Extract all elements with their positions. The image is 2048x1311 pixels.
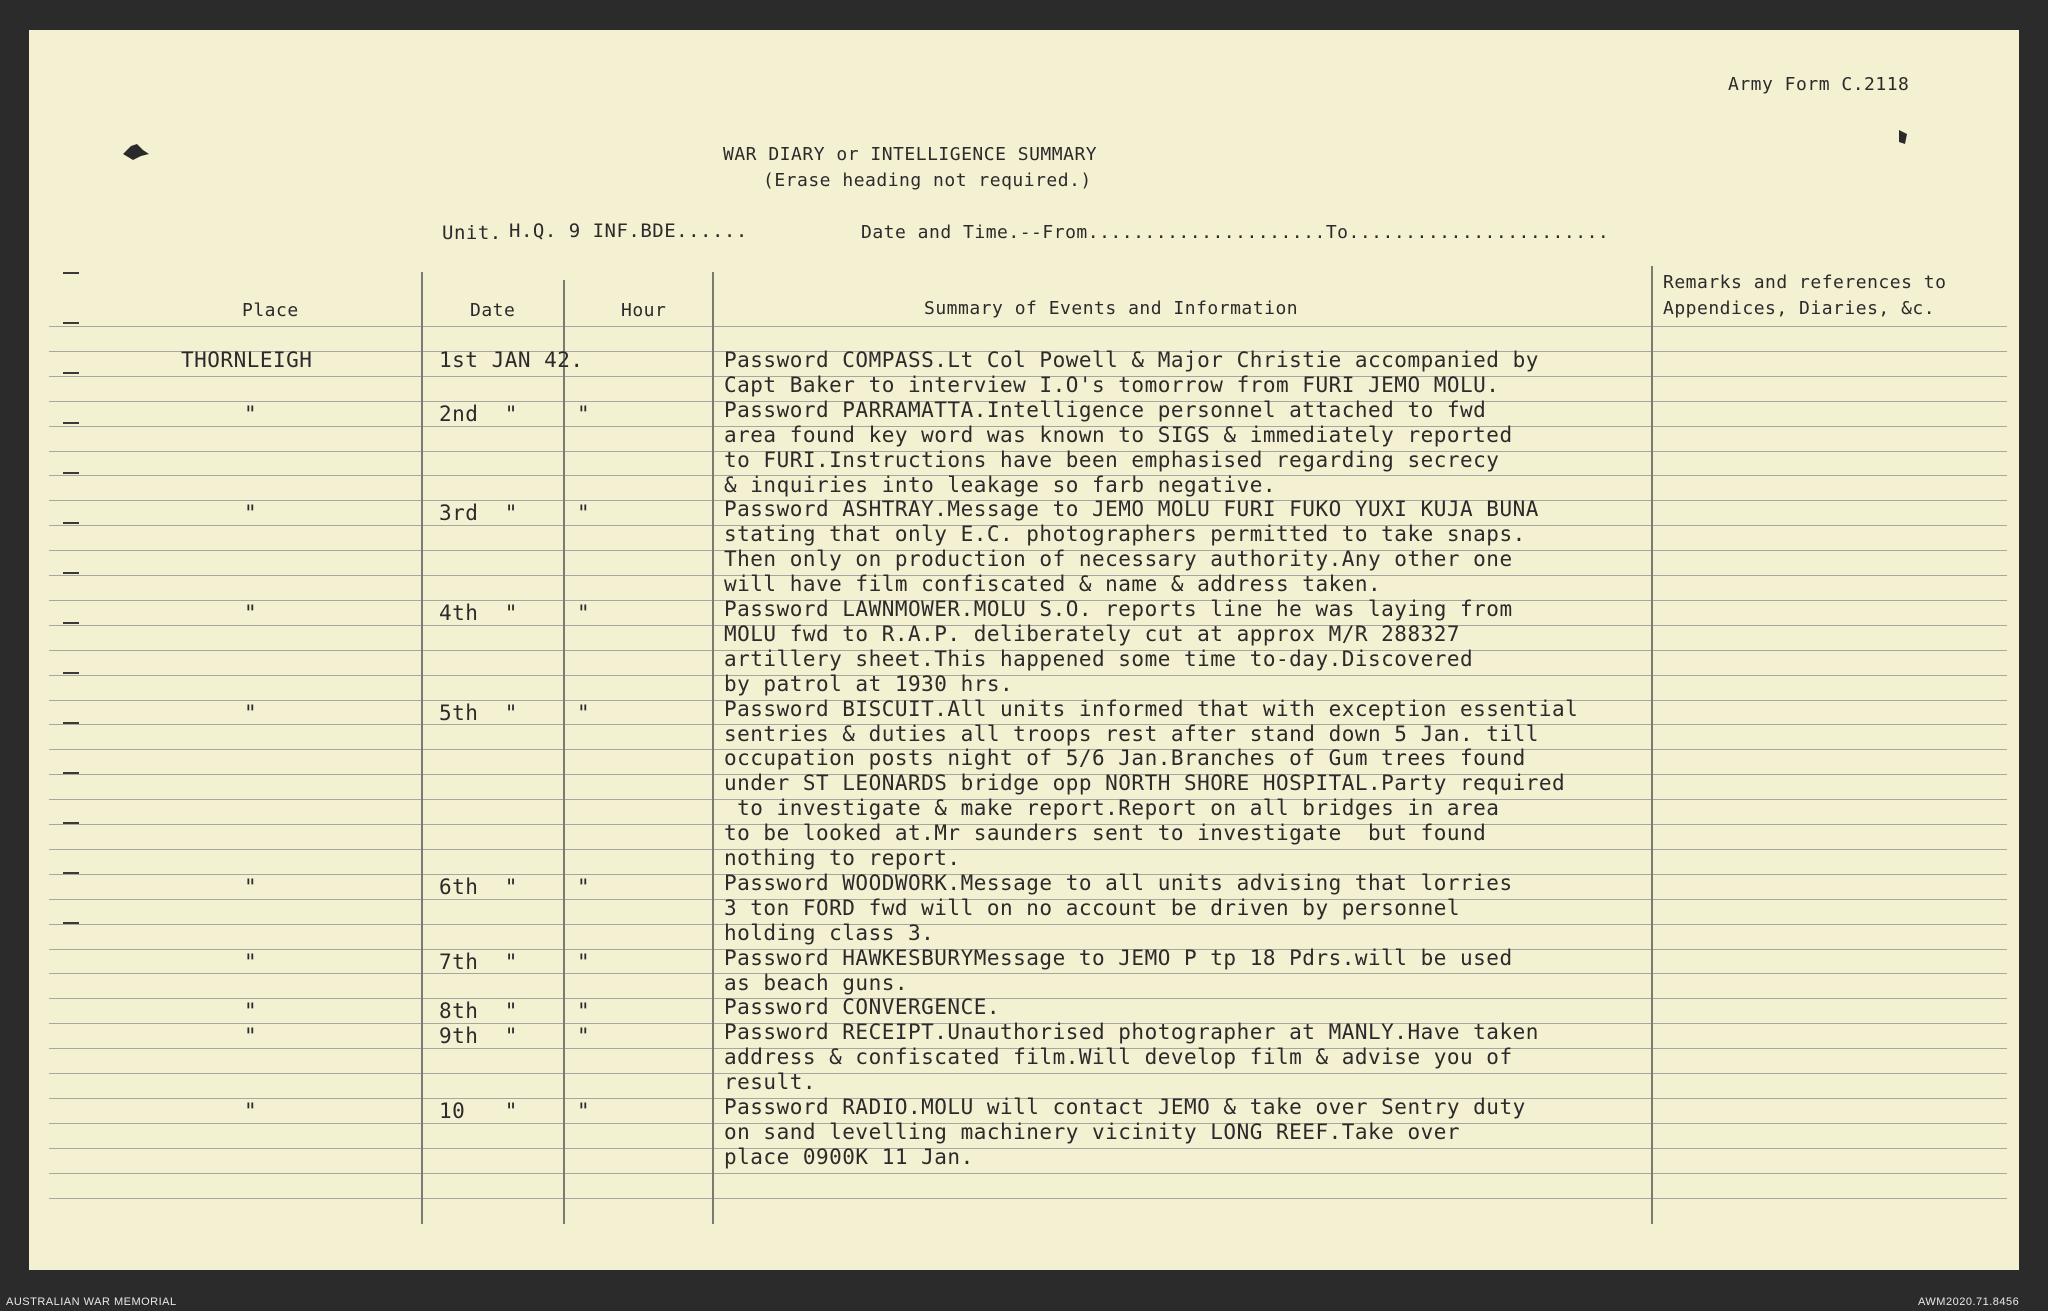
summary-line: Password RECEIPT.Unauthorised photographer at MANLY.Have taken xyxy=(724,1020,1539,1045)
summary-line: Password LAWNMOWER.MOLU S.O. reports line he was laying from xyxy=(724,597,1513,621)
summary-line: & inquiries into leakage so farb negative. xyxy=(724,472,1277,497)
footer-left: AUSTRALIAN WAR MEMORIAL xyxy=(6,1296,177,1308)
column-divider-summary-remarks xyxy=(1651,266,1653,1224)
summary-line: to FURI.Instructions have been emphasised regarding secrecy xyxy=(724,447,1500,472)
summary-line: Password WOODWORK.Message to all units advising that lorries xyxy=(724,870,1513,895)
diary-sheet xyxy=(29,30,2019,1270)
margin-tick xyxy=(63,572,79,574)
summary-line: MOLU fwd to R.A.P. deliberately cut at approx M/R 288327 xyxy=(724,621,1461,646)
entry-date: 3rd " xyxy=(439,501,518,526)
summary-line: Password PARRAMATTA.Intelligence personnel attached to fwd xyxy=(724,397,1487,422)
summary-line: Then only on production of necessary authority.Any other one xyxy=(724,547,1513,572)
entry-hour: " xyxy=(577,601,591,625)
margin-tick xyxy=(63,472,79,474)
summary-line: occupation posts night of 5/6 Jan.Branches of Gum trees found xyxy=(724,746,1526,771)
entry-hour: " xyxy=(577,949,591,974)
ruled-line xyxy=(49,1198,2007,1199)
entry-hour: " xyxy=(577,999,591,1024)
ruled-line xyxy=(49,1173,2007,1174)
column-divider-hour-summary xyxy=(712,272,714,1224)
summary-line: holding class 3. xyxy=(724,920,935,945)
ruled-line xyxy=(49,1148,2007,1149)
ruled-line xyxy=(49,998,2007,999)
summary-line: nothing to report. xyxy=(724,846,961,870)
entry-place: " xyxy=(244,999,258,1024)
column-header-remarks-line1: Remarks and references to xyxy=(1663,272,1947,293)
entry-place: " xyxy=(244,1024,258,1049)
summary-line: as beach guns. xyxy=(724,970,909,995)
entry-hour: " xyxy=(577,401,591,426)
margin-tick xyxy=(63,322,79,324)
entry-date: 1st JAN 42. xyxy=(439,348,584,372)
entry-date: 9th " xyxy=(439,1024,518,1049)
entry-hour: " xyxy=(577,501,591,526)
entry-place: " xyxy=(244,601,258,625)
summary-line: to investigate & make report.Report on all bridges in area xyxy=(724,796,1500,821)
margin-tick xyxy=(63,672,79,674)
footer-right: AWM2020.71.8456 xyxy=(1918,1296,2020,1308)
summary-line: Password BISCUIT.All units informed that with exception essential xyxy=(724,696,1579,721)
ruled-line xyxy=(49,1073,2007,1074)
summary-line: to be looked at.Mr saunders sent to investigate but found xyxy=(724,821,1487,846)
entry-place: " xyxy=(244,1099,258,1123)
entry-date: 5th " xyxy=(439,700,518,725)
date-time-range: Date and Time.--From.....................To....................... xyxy=(861,222,1610,243)
summary-line: place 0900K 11 Jan. xyxy=(724,1144,974,1169)
summary-line: result. xyxy=(724,1070,817,1095)
diary-title: WAR DIARY or INTELLIGENCE SUMMARY xyxy=(723,144,1098,165)
entry-hour: " xyxy=(577,1024,591,1049)
entry-hour: " xyxy=(577,1099,591,1123)
summary-line: artillery sheet.This happened some time to-day.Discovered xyxy=(724,646,1474,671)
ruled-line xyxy=(49,675,2007,676)
entry-place: " xyxy=(244,401,258,426)
margin-tick xyxy=(63,522,79,524)
summary-line: under ST LEONARDS bridge opp NORTH SHORE HOSPITAL.Party required xyxy=(724,771,1566,796)
entry-place: THORNLEIGH xyxy=(181,348,313,372)
unit-label: Unit. xyxy=(442,222,502,244)
column-divider-place-date xyxy=(421,272,423,1224)
margin-tick xyxy=(63,272,79,274)
unit-value: H.Q. 9 INF.BDE...... xyxy=(509,220,748,242)
margin-tick xyxy=(63,822,79,824)
column-header-remarks-line2: Appendices, Diaries, &c. xyxy=(1663,298,1936,319)
margin-tick xyxy=(63,722,79,724)
entry-date: 8th " xyxy=(439,999,518,1024)
diary-subtitle: (Erase heading not required.) xyxy=(763,170,1092,191)
entry-date: 2nd " xyxy=(439,401,518,426)
ruled-line xyxy=(49,924,2007,925)
summary-line: will have film confiscated & name & address taken. xyxy=(724,572,1382,597)
column-header-hour: Hour xyxy=(621,300,667,321)
entry-place: " xyxy=(244,700,258,725)
margin-tick xyxy=(63,622,79,624)
entry-date: 4th " xyxy=(439,601,518,625)
summary-line: sentries & duties all troops rest after stand down 5 Jan. till xyxy=(724,721,1539,746)
ruled-line xyxy=(49,326,2007,327)
summary-line: area found key word was known to SIGS & immediately reported xyxy=(724,422,1513,447)
entry-date: 10 " xyxy=(439,1099,518,1123)
summary-line: Password HAWKESBURYMessage to JEMO P tp 18 Pdrs.will be used xyxy=(724,945,1513,970)
margin-tick xyxy=(63,922,79,924)
ruled-line xyxy=(49,973,2007,974)
entry-place: " xyxy=(244,501,258,526)
column-divider-date-hour xyxy=(563,280,565,1224)
entry-hour: " xyxy=(577,700,591,725)
entry-place: " xyxy=(244,949,258,974)
punch-mark-right xyxy=(1895,128,1911,148)
form-number: Army Form C.2118 xyxy=(1728,74,1910,95)
column-header-date: Date xyxy=(470,300,516,321)
entry-date: 7th " xyxy=(439,949,518,974)
summary-line: stating that only E.C. photographers permitted to take snaps. xyxy=(724,522,1526,547)
margin-tick xyxy=(63,372,79,374)
margin-tick xyxy=(63,422,79,424)
entry-date: 6th " xyxy=(439,874,518,899)
column-header-summary: Summary of Events and Information xyxy=(924,298,1299,319)
summary-line: by patrol at 1930 hrs. xyxy=(724,671,1014,696)
summary-line: Password CONVERGENCE. xyxy=(724,995,1001,1020)
summary-line: Password ASHTRAY.Message to JEMO MOLU FURI FUKO YUXI KUJA BUNA xyxy=(724,497,1539,522)
column-header-place: Place xyxy=(242,300,299,321)
summary-line: 3 ton FORD fwd will on no account be driven by personnel xyxy=(724,895,1461,920)
summary-line: on sand levelling machinery vicinity LONG REEF.Take over xyxy=(724,1119,1461,1144)
ruled-line xyxy=(49,849,2007,850)
summary-line: Password COMPASS.Lt Col Powell & Major Christie accompanied by xyxy=(724,348,1539,372)
punch-mark-left xyxy=(121,140,153,164)
margin-tick xyxy=(63,872,79,874)
summary-line: Capt Baker to interview I.O's tomorrow from FURI JEMO MOLU. xyxy=(724,372,1500,397)
margin-tick xyxy=(63,772,79,774)
entry-hour: " xyxy=(577,874,591,899)
summary-line: Password RADIO.MOLU will contact JEMO & take over Sentry duty xyxy=(724,1095,1526,1119)
entry-place: " xyxy=(244,874,258,899)
summary-line: address & confiscated film.Will develop film & advise you of xyxy=(724,1045,1513,1070)
